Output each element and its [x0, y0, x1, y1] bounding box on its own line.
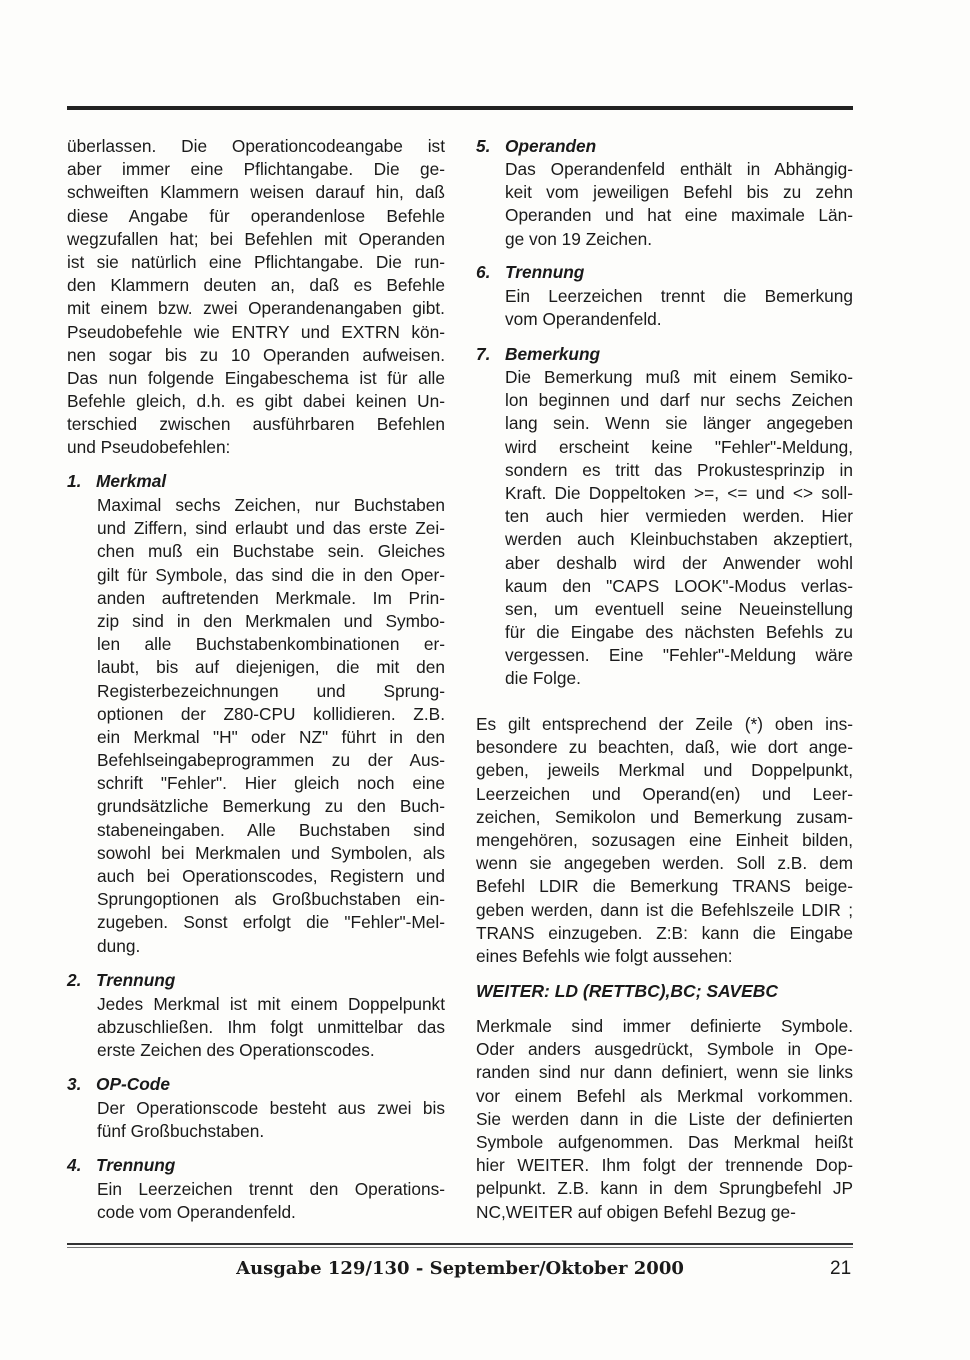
item-body-bemerkung [505, 366, 853, 691]
text-line: fünf Großbuchstaben. [97, 1121, 265, 1142]
text-line: len alle Buchstabenkombinationen er- [97, 634, 445, 655]
text-line: besondere zu beachten, daß, wie dort ange- [476, 737, 853, 758]
text-line: anden auftretenden Merkmale. Im Prin- [97, 587, 445, 608]
text-line: wenn sie angegeben werden. Soll z.B. dem [476, 853, 853, 874]
text-line: vergessen. Eine "Fehler"-Meldung wäre [505, 645, 853, 666]
footer-rule-thin [67, 1247, 853, 1248]
text-line: randen sind nur dann definiert, wenn sie links [476, 1062, 853, 1083]
text-line: mengehören, sozusagen eine Einheit bilden, [476, 829, 853, 850]
text-line: dung. [97, 935, 141, 956]
code-example: WEITER: LD (RETTBC),BC; SAVEBC [476, 981, 779, 1001]
item-heading-operanden [476, 135, 596, 158]
text-line: kaum den "CAPS LOOK"-Modus verlas- [505, 575, 853, 596]
text-line: Der Operationscode besteht aus zwei bis [97, 1098, 445, 1118]
text-line: lon beginnen und darf nur sechs Zeichen [505, 390, 853, 411]
text-line: Sie werden dann in die Liste der definierten [476, 1108, 853, 1129]
text-line: ge von 19 Zeichen. [505, 228, 652, 249]
text-line: hier WEITER. Ihm folgt der trennende Dop- [476, 1155, 853, 1176]
text-line: für die Eingabe des nächsten Befehls zu [505, 622, 853, 643]
text-line: NC,WEITER auf obigen Befehl Bezug ge- [476, 1201, 796, 1222]
footer-issue: Ausgabe 129/130 - September/Oktober 2000 [236, 1258, 684, 1279]
item-heading-op-code [67, 1073, 170, 1096]
text-line: diese Angabe für operandenlose Befehle [67, 205, 445, 226]
item-number: 5. [476, 136, 491, 156]
item-body-trennung [97, 993, 445, 1063]
text-line: den Klammern deuten an, daß es Befehle [67, 275, 445, 296]
item-heading-merkmal [67, 470, 166, 493]
text-line: Es gilt entsprechend der Zeile (*) oben ins- [476, 714, 853, 734]
item-title: Operanden [505, 136, 597, 156]
item-number: 6. [476, 262, 491, 282]
text-line: abzuschließen. Ihm folgt unmittelbar das [97, 1017, 445, 1038]
text-line: Befehlseingabeprogrammen zu der Aus- [97, 750, 445, 771]
item-heading-bemerkung [476, 343, 600, 366]
text-line: Kraft. Die Doppeltoken >=, <= und <> soll- [505, 482, 853, 503]
item-body-op-code [97, 1097, 445, 1143]
text-line: schrift "Fehler". Hier gleich noch eine [97, 773, 445, 794]
text-line: erste Zeichen des Operationscodes. [97, 1040, 375, 1061]
header-rule [67, 106, 853, 110]
text-line: eines Befehls wie folgt aussehen: [476, 945, 733, 966]
text-line: werden auch Kleinbuchstaben akzeptiert, [505, 529, 853, 550]
text-line: vor einem Befehl als Merkmal vorkommen. [476, 1085, 853, 1106]
text-line: chen muß ein Buchstabe sein. Gleiches [97, 541, 445, 562]
text-line: grundsätzliche Bemerkung zu den Buch- [97, 796, 445, 817]
text-line: Befehle gleich, d.h. es gibt dabei keinen Un- [67, 391, 445, 412]
text-line: Registerbezeichnungen und Sprung- [97, 680, 445, 701]
text-line: wegzufallen hat; bei Befehlen mit Operanden [67, 228, 445, 249]
text-line: Leerzeichen und Operand(en) und Leer- [476, 783, 853, 804]
text-line: sondern es tritt das Prokustesprinzip in [505, 459, 853, 480]
text-line: sowohl bei Merkmalen und Symbolen, als [97, 842, 445, 863]
text-line: ein Merkmal "H" oder NZ" führt in den [97, 726, 445, 747]
text-line: Ein Leerzeichen trennt den Operations- [97, 1179, 445, 1199]
item-body-trennung-3 [505, 285, 853, 331]
text-line: Maximal sechs Zeichen, nur Buchstaben [97, 495, 445, 515]
text-line: Die Bemerkung muß mit einem Semiko- [505, 367, 853, 387]
text-line: lang sein. Wenn sie länger angegeben [505, 413, 853, 434]
item-title: Merkmal [96, 471, 167, 491]
item-body-merkmal [97, 494, 445, 958]
text-line: gilt für Symbole, das sind die in den Oper- [97, 564, 445, 585]
text-line: und Pseudobefehlen: [67, 437, 231, 458]
text-line: Merkmale sind immer definierte Symbole. [476, 1016, 853, 1036]
text-line: und Ziffern, sind erlaubt und das erste Zei- [97, 518, 445, 539]
paragraph-merkmale [476, 1015, 853, 1224]
text-line: TRANS einzugeben. Z:B: kann die Eingabe [476, 922, 853, 943]
item-number: 4. [67, 1155, 82, 1175]
text-line: Befehl LDIR die Bemerkung TRANS beige- [476, 876, 853, 897]
item-title: Trennung [96, 1155, 176, 1175]
text-line: Das nun folgende Eingabeschema ist für alle [67, 367, 445, 388]
text-line: die Folge. [505, 668, 581, 689]
text-line: code vom Operandenfeld. [97, 1202, 296, 1223]
text-line: terschied zwischen ausführbaren Befehlen [67, 414, 445, 435]
paragraph-zeile [476, 713, 853, 968]
text-line: Jedes Merkmal ist mit einem Doppelpunkt [97, 994, 445, 1014]
text-line: keit vom jeweiligen Befehl bis zu zehn [505, 182, 853, 203]
text-line: mit einem bzw. zwei Operandenangaben gibt. [67, 298, 445, 319]
text-line: zugeben. Sonst erfolgt die "Fehler"-Mel- [97, 912, 445, 933]
item-title: Trennung [505, 262, 585, 282]
item-heading-trennung-3 [476, 261, 584, 284]
text-line: geben, jeweils Merkmal und Doppelpunkt, [476, 760, 853, 781]
text-line: aber deshalb wird der Anwender wohl [505, 552, 853, 573]
item-heading-trennung-2 [67, 1154, 175, 1177]
text-line: zip sind in den Merkmalen und Symbo- [97, 610, 445, 631]
item-title: Bemerkung [505, 344, 601, 364]
text-line: ist sie natürlich eine Pflichtangabe. Die run- [67, 251, 445, 272]
text-line: laubt, bis auf diejenigen, die mit den [97, 657, 445, 678]
text-line: Sprungoptionen als Großbuchstaben ein- [97, 889, 445, 910]
text-line: ten auch hier vermieden werden. Hier [505, 506, 853, 527]
text-line: zeichen, Semikolon und Bemerkung zusam- [476, 806, 853, 827]
text-line: sen, um eventuell seine Neueinstellung [505, 598, 853, 619]
intro-paragraph [67, 135, 445, 460]
text-line: auch bei Operationscodes, Registern und [97, 866, 445, 886]
item-heading-trennung [67, 969, 175, 992]
item-title: OP-Code [96, 1074, 170, 1094]
item-body-trennung-2 [97, 1178, 445, 1224]
text-line: überlassen. Die Operationcodeangabe ist [67, 136, 445, 156]
item-title: Trennung [96, 970, 176, 990]
footer-rule [67, 1243, 853, 1245]
text-line: wird erscheint keine "Fehler"-Meldung, [505, 436, 853, 457]
item-number: 7. [476, 344, 491, 364]
text-line: geben werden, dann ist die Befehlszeile LDIR ; [476, 899, 853, 920]
text-line: Ein Leerzeichen trennt die Bemerkung [505, 286, 853, 306]
text-line: optionen der Z80-CPU kollidieren. Z.B. [97, 703, 445, 724]
item-number: 3. [67, 1074, 82, 1094]
text-line: Das Operandenfeld enthält in Abhängig- [505, 159, 853, 179]
text-line: nen sogar bis zu 10 Operanden aufweisen. [67, 344, 445, 365]
item-number: 2. [67, 970, 82, 990]
item-body-operanden [505, 158, 853, 251]
text-line: schweiften Klammern weisen darauf hin, daß [67, 182, 445, 203]
text-line: Oder anders ausgedrückt, Symbole in Ope- [476, 1039, 853, 1060]
text-line: vom Operandenfeld. [505, 309, 662, 330]
text-line: Pseudobefehle wie ENTRY und EXTRN kön- [67, 321, 445, 342]
item-number: 1. [67, 471, 82, 491]
page-number: 21 [830, 1258, 852, 1279]
text-line: Operanden und hat eine maximale Län- [505, 205, 853, 226]
text-line: pelpunkt. Z.B. kann in dem Sprungbefehl JP [476, 1178, 853, 1199]
text-line: Symbole aufgenommen. Das Merkmal heißt [476, 1131, 853, 1152]
text-line: aber immer eine Pflichtangabe. Die ge- [67, 159, 445, 180]
text-line: stabeneingaben. Alle Buchstaben sind [97, 819, 445, 840]
